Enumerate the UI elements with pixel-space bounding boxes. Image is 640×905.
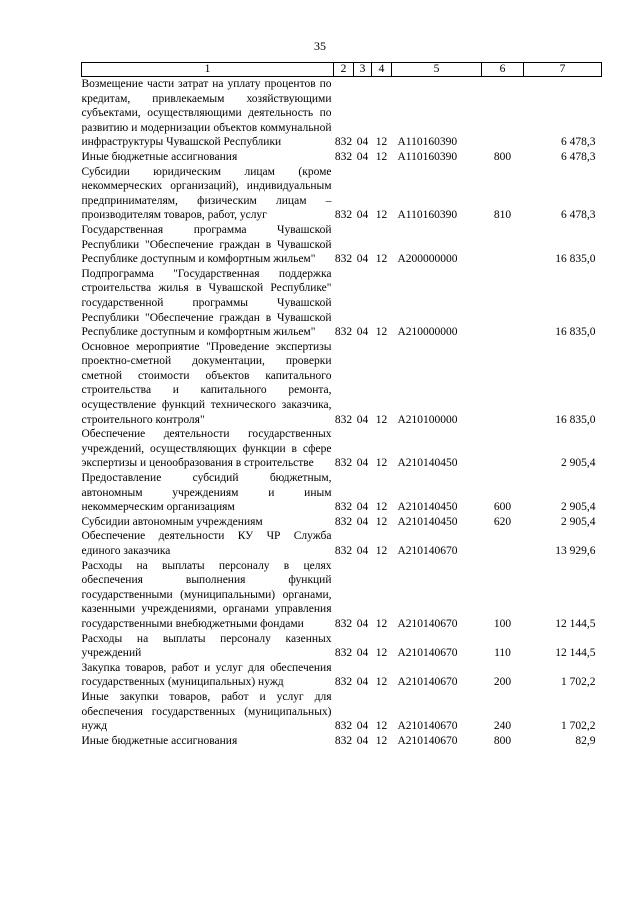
amount-value: 6 478,3 xyxy=(561,136,596,149)
target-article-code: А210140450 xyxy=(397,501,458,514)
expense-type-code xyxy=(482,427,524,471)
table-row xyxy=(82,340,602,428)
expense-type-code: 800 xyxy=(493,734,512,747)
ministry-code: 832 xyxy=(334,545,353,557)
column-header: 2 xyxy=(334,63,354,77)
ministry-code: 832 xyxy=(334,209,353,222)
target-article-code: А110160390 xyxy=(397,209,458,222)
row-name: Субсидии юридическим лицам (кроме некоммерческих организаций), индивидуальным предпринимателям, физическим лицам – производителям товаров, работ, услуг xyxy=(81,165,332,222)
row-name: Закупка товаров, работ и услуг для обеспечения государственных (муниципальных) нужд xyxy=(81,661,332,689)
target-article-code: А210100000 xyxy=(397,413,458,426)
row-name: Государственная программа Чувашской Республики "Обеспечение граждан в Чувашской Республике доступным и комфортным жильем" xyxy=(81,223,332,266)
amount-value: 16 835,0 xyxy=(555,413,596,426)
target-article-code: А210140670 xyxy=(397,647,458,660)
amount-value: 13 929,6 xyxy=(555,545,596,557)
amount-value: 1 702,2 xyxy=(561,676,596,689)
subsection-code: 12 xyxy=(375,413,388,426)
section-code: 04 xyxy=(356,734,369,747)
row-name: Расходы на выплаты персоналу в целях обеспечения выполнения функций государственными (муниципальными) органами, казенными учреждениями, органами управления государственными внебюджетными фондами xyxy=(81,559,332,630)
page-number: 35 xyxy=(314,39,326,53)
row-name: Иные закупки товаров, работ и услуг для обеспечения государственных (муниципальных) нужд xyxy=(81,690,332,733)
section-code: 04 xyxy=(356,676,369,689)
expense-type-code: 110 xyxy=(494,647,511,660)
subsection-code: 12 xyxy=(375,253,388,266)
amount-value: 6 478,3 xyxy=(561,209,596,222)
ministry-code: 832 xyxy=(334,413,353,426)
expense-type-code: 100 xyxy=(493,617,512,630)
table-row xyxy=(82,223,602,267)
row-name: Подпрограмма "Государственная поддержка строительства жилья в Чувашской Республике" государственной программы Чувашской Республики "Обеспечение граждан в Чувашской Республике доступным и комфортным жильем" xyxy=(81,267,332,339)
table-row xyxy=(82,734,602,749)
subsection-code: 12 xyxy=(375,457,388,470)
table-row xyxy=(82,690,602,734)
target-article-code: А210140670 xyxy=(397,676,458,689)
expense-type-code: 620 xyxy=(493,515,512,528)
section-code: 04 xyxy=(356,209,369,222)
subsection-code: 12 xyxy=(375,720,388,733)
amount-value: 2 905,4 xyxy=(561,457,596,470)
table-row xyxy=(82,515,602,530)
subsection-code: 12 xyxy=(375,209,388,222)
column-header: 6 xyxy=(482,63,524,77)
table-row xyxy=(82,77,602,150)
budget-table xyxy=(81,62,602,748)
amount-value: 82,9 xyxy=(575,734,596,747)
row-name: Обеспечение деятельности государственных учреждений, осуществляющих функции в сфере экспертизы и ценообразования в строительстве xyxy=(81,428,332,470)
row-name: Субсидии автономным учреждениям xyxy=(81,515,263,528)
table-row xyxy=(82,529,602,558)
ministry-code: 832 xyxy=(334,501,353,514)
target-article-code: А200000000 xyxy=(397,253,458,266)
column-header: 7 xyxy=(524,63,602,77)
table-row xyxy=(82,632,602,661)
section-code: 04 xyxy=(356,150,369,163)
ministry-code: 832 xyxy=(334,647,353,660)
section-code: 04 xyxy=(356,515,369,528)
amount-value: 12 144,5 xyxy=(555,647,596,660)
row-name: Обеспечение деятельности КУ ЧР Служба единого заказчика xyxy=(81,530,332,557)
table-row xyxy=(82,267,602,340)
ministry-code: 832 xyxy=(334,457,353,470)
section-code: 04 xyxy=(356,720,369,733)
table-row xyxy=(82,661,602,690)
column-header: 5 xyxy=(392,63,482,77)
ministry-code: 832 xyxy=(334,326,353,339)
ministry-code: 832 xyxy=(334,720,353,733)
expense-type-code xyxy=(482,340,524,428)
target-article-code: А210140670 xyxy=(397,720,458,733)
subsection-code: 12 xyxy=(375,501,388,514)
table-row xyxy=(82,427,602,471)
expense-type-code: 810 xyxy=(493,209,512,222)
target-article-code: А210140670 xyxy=(397,734,458,747)
target-article-code: А110160390 xyxy=(397,136,458,149)
ministry-code: 832 xyxy=(334,617,353,630)
subsection-code: 12 xyxy=(375,676,388,689)
table-row xyxy=(82,165,602,223)
table-row xyxy=(82,471,602,515)
subsection-code: 12 xyxy=(375,617,388,630)
section-code: 04 xyxy=(356,457,369,470)
table-body xyxy=(82,77,602,749)
subsection-code: 12 xyxy=(375,326,388,339)
subsection-code: 12 xyxy=(375,515,388,528)
column-header: 1 xyxy=(82,63,334,77)
target-article-code: А210140670 xyxy=(397,545,458,557)
row-name: Предоставление субсидий бюджетным, автономным учреждениям и иным некоммерческим организациям xyxy=(81,472,332,514)
ministry-code: 832 xyxy=(334,676,353,689)
table-header-row xyxy=(82,63,602,77)
section-code: 04 xyxy=(356,617,369,630)
column-header: 4 xyxy=(372,63,392,77)
section-code: 04 xyxy=(356,326,369,339)
section-code: 04 xyxy=(356,647,369,660)
amount-value: 2 905,4 xyxy=(561,515,596,528)
expense-type-code xyxy=(482,223,524,267)
expense-type-code: 200 xyxy=(493,676,512,689)
subsection-code: 12 xyxy=(375,150,388,163)
expense-type-code xyxy=(482,267,524,340)
ministry-code: 832 xyxy=(334,253,353,266)
expense-type-code: 600 xyxy=(493,501,512,514)
expense-type-code xyxy=(482,529,524,558)
amount-value: 16 835,0 xyxy=(555,326,596,339)
row-name: Иные бюджетные ассигнования xyxy=(81,734,238,747)
amount-value: 6 478,3 xyxy=(561,150,596,163)
column-header: 3 xyxy=(354,63,372,77)
target-article-code: А210000000 xyxy=(397,326,458,339)
amount-value: 12 144,5 xyxy=(555,617,596,630)
subsection-code: 12 xyxy=(375,136,388,149)
target-article-code: А210140670 xyxy=(397,617,458,630)
target-article-code: А210140450 xyxy=(397,457,458,470)
row-name: Иные бюджетные ассигнования xyxy=(81,150,238,163)
ministry-code: 832 xyxy=(334,515,353,528)
section-code: 04 xyxy=(356,413,369,426)
expense-type-code xyxy=(482,77,524,150)
section-code: 04 xyxy=(356,545,369,557)
amount-value: 16 835,0 xyxy=(555,253,596,266)
section-code: 04 xyxy=(356,501,369,514)
row-name: Основное мероприятие "Проведение экспертизы проектно-сметной документации, проверки сметной стоимости объектов капитального строительства и капитального ремонта, осуществление функций технического заказчика, строительного контроля" xyxy=(81,340,332,426)
subsection-code: 12 xyxy=(375,647,388,660)
ministry-code: 832 xyxy=(334,150,353,163)
subsection-code: 12 xyxy=(375,545,388,557)
expense-type-code: 240 xyxy=(493,720,512,733)
amount-value: 1 702,2 xyxy=(561,720,596,733)
ministry-code: 832 xyxy=(334,136,353,149)
expense-type-code: 800 xyxy=(493,150,512,163)
section-code: 04 xyxy=(356,253,369,266)
subsection-code: 12 xyxy=(375,734,388,747)
section-code: 04 xyxy=(356,136,369,149)
table-row xyxy=(82,150,602,165)
ministry-code: 832 xyxy=(334,734,353,747)
amount-value: 2 905,4 xyxy=(561,501,596,514)
target-article-code: А210140450 xyxy=(397,515,458,528)
row-name: Расходы на выплаты персоналу казенных учреждений xyxy=(81,632,332,660)
row-name: Возмещение части затрат на уплату процентов по кредитам, привлекаемым хозяйствующими субъектами, осуществляющими деятельность по развитию и модернизации объектов коммунальной инфраструктуры Чувашской Республики xyxy=(81,78,332,149)
table-row xyxy=(82,559,602,632)
target-article-code: А110160390 xyxy=(397,150,458,163)
